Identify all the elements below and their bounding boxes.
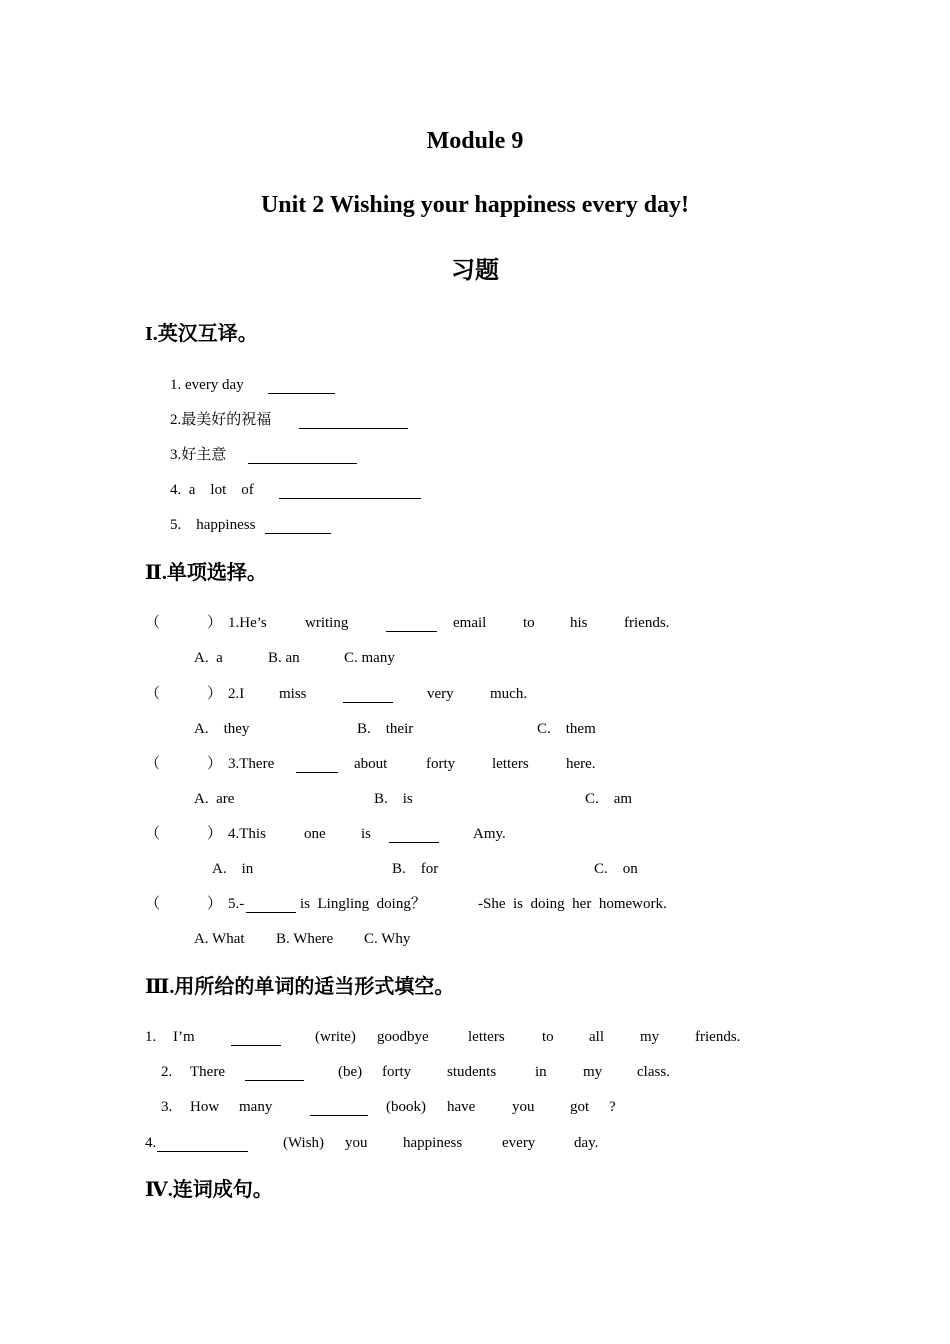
s3-l2-word: forty — [382, 1064, 412, 1080]
q2-word: much. — [490, 686, 528, 702]
s3-l2-word: (be) — [338, 1064, 363, 1080]
q1-option-b: B. an — [268, 650, 300, 666]
section-1-heading: I.英汉互译。 — [145, 323, 258, 345]
q1-blank[interactable] — [386, 631, 437, 632]
q3-option-b: B. is — [374, 791, 413, 807]
s3-l1-word: 1. — [145, 1029, 157, 1045]
q2-word: 2.I — [228, 686, 245, 702]
s3-l2-word: students — [447, 1064, 497, 1080]
q5-close-paren: ） — [207, 896, 223, 912]
q1-word: email — [453, 615, 487, 631]
q4-close-paren: ） — [207, 826, 223, 842]
exercise-subtitle: 习题 — [451, 258, 499, 284]
q3-word: forty — [426, 756, 456, 772]
q4-word: Amy. — [473, 826, 506, 842]
q3-word: about — [354, 756, 388, 772]
q1-word: his — [570, 615, 588, 631]
s3-l2-word: my — [583, 1064, 603, 1080]
s3-l1-word: letters — [468, 1029, 505, 1045]
s3-l4-word: 4. — [145, 1135, 157, 1151]
q5-option-a: A. What — [194, 931, 245, 947]
s3-l3-word: got — [570, 1099, 590, 1115]
s3-l4-word: day. — [574, 1135, 599, 1151]
s3-l3-word: many — [239, 1099, 273, 1115]
s3-l3-blank[interactable] — [310, 1115, 368, 1116]
section-2-heading: Ⅱ.单项选择。 — [145, 562, 267, 584]
q3-word: here. — [566, 756, 596, 772]
q4-open-paren: （ — [145, 826, 161, 842]
s3-l4-blank[interactable] — [157, 1151, 248, 1152]
q5-word: -She is doing her homework. — [478, 896, 667, 912]
s1-blank-2[interactable] — [299, 428, 408, 429]
q3-word: 3.There — [228, 756, 275, 772]
q5-word: 5.- — [228, 896, 245, 912]
q2-blank[interactable] — [343, 702, 393, 703]
q1-open-paren: （ — [145, 615, 161, 631]
s3-l2-word: 2. — [161, 1064, 173, 1080]
s3-l3-word: ? — [609, 1099, 616, 1115]
q5-open-paren: （ — [145, 896, 161, 912]
q2-option-a: A. they — [194, 721, 250, 737]
q4-word: is — [361, 826, 372, 842]
s3-l1-word: friends. — [695, 1029, 741, 1045]
q3-option-c: C. am — [585, 791, 633, 807]
s1-blank-5[interactable] — [265, 533, 331, 534]
q2-word: miss — [279, 686, 307, 702]
q3-blank[interactable] — [296, 772, 338, 773]
s1-blank-4[interactable] — [279, 498, 421, 499]
q5-blank[interactable] — [246, 912, 296, 913]
q1-close-paren: ） — [207, 615, 223, 631]
s3-l3-word: 3. — [161, 1099, 173, 1115]
s3-l4-word: every — [502, 1135, 536, 1151]
s3-l1-word: my — [640, 1029, 660, 1045]
s3-l1-word: (write) — [315, 1029, 356, 1045]
module-title: Module 9 — [426, 128, 524, 154]
s1-item-3: 3.好主意 — [170, 447, 227, 463]
q3-close-paren: ） — [207, 756, 223, 772]
s3-l2-word: There — [190, 1064, 225, 1080]
s3-l1-word: to — [542, 1029, 554, 1045]
q2-open-paren: （ — [145, 686, 161, 702]
s3-l4-word: you — [345, 1135, 368, 1151]
s3-l4-word: (Wish) — [283, 1135, 325, 1151]
q2-word: very — [427, 686, 454, 702]
s1-blank-3[interactable] — [248, 463, 357, 464]
s3-l3-word: How — [190, 1099, 220, 1115]
q4-option-a: A. in — [212, 861, 254, 877]
s1-item-2: 2.最美好的祝福 — [170, 412, 272, 428]
q4-option-c: C. on — [594, 861, 638, 877]
q1-word: 1.He’s — [228, 615, 267, 631]
s3-l1-word: goodbye — [377, 1029, 429, 1045]
s3-l1-word: I’m — [173, 1029, 195, 1045]
q1-word: friends. — [624, 615, 670, 631]
s3-l2-word: in — [535, 1064, 547, 1080]
q3-word: letters — [492, 756, 529, 772]
q5-option-b: B. Where — [276, 931, 334, 947]
s3-l4-word: happiness — [403, 1135, 463, 1151]
q5-option-c: C. Why — [364, 931, 411, 947]
q4-word: 4.This — [228, 826, 266, 842]
q1-option-a: A. a — [194, 650, 223, 666]
unit-title: Unit 2 Wishing your happiness every day! — [260, 192, 690, 218]
q3-option-a: A. are — [194, 791, 235, 807]
s3-l3-word: (book) — [386, 1099, 426, 1115]
s3-l2-blank[interactable] — [245, 1080, 304, 1081]
s1-item-5: 5. happiness — [170, 517, 256, 533]
s1-blank-1[interactable] — [268, 393, 335, 394]
s3-l3-word: you — [512, 1099, 535, 1115]
q1-word: writing — [305, 615, 349, 631]
q2-option-c: C. them — [537, 721, 596, 737]
q1-word: to — [523, 615, 535, 631]
q4-option-b: B. for — [392, 861, 439, 877]
s3-l3-word: have — [447, 1099, 476, 1115]
s3-l2-word: class. — [637, 1064, 670, 1080]
s1-item-4: 4. a lot of — [170, 482, 254, 498]
q2-close-paren: ） — [207, 686, 223, 702]
section-3-heading: Ⅲ.用所给的单词的适当形式填空。 — [145, 976, 455, 998]
s3-l1-blank[interactable] — [231, 1045, 281, 1046]
s1-item-1: 1. every day — [170, 377, 244, 393]
q3-open-paren: （ — [145, 756, 161, 772]
q4-word: one — [304, 826, 326, 842]
s3-l1-word: all — [589, 1029, 604, 1045]
q1-option-c: C. many — [344, 650, 395, 666]
q5-word: is Lingling doing？ — [300, 896, 426, 912]
q2-option-b: B. their — [357, 721, 414, 737]
section-4-heading: Ⅳ.连词成句。 — [145, 1179, 273, 1201]
q4-blank[interactable] — [389, 842, 439, 843]
